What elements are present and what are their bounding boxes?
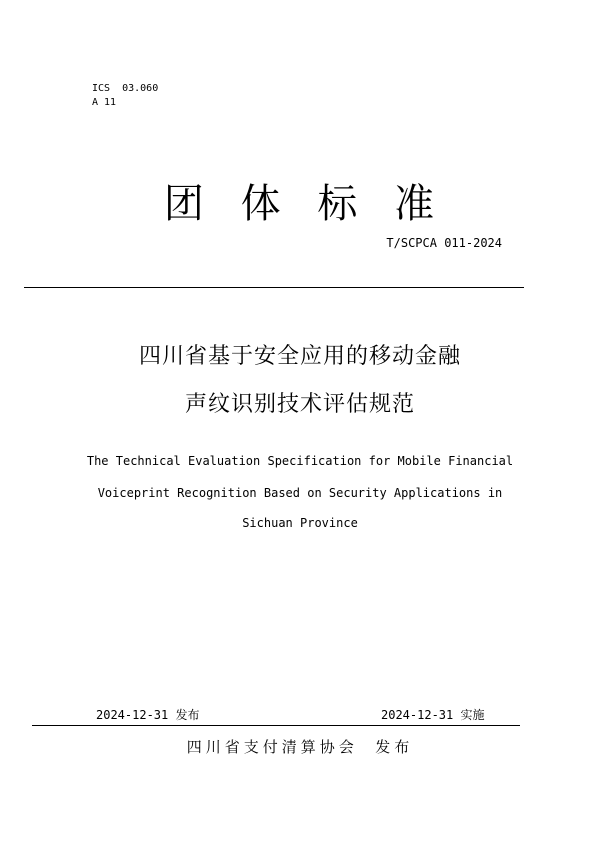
bottom-divider: [32, 725, 520, 726]
english-title-line-2: Voiceprint Recognition Based on Security Applications in: [97, 486, 503, 500]
ics-code: ICS 03.060: [92, 83, 159, 94]
classification-code: A 11: [92, 97, 117, 108]
standard-number: T/SCPCA 011-2024: [386, 236, 502, 250]
publisher-line: 四川省支付清算协会 发布: [186, 738, 414, 756]
chinese-title-line-2: 声纹识别技术评估规范: [184, 392, 415, 417]
standard-type-heading: 团 体 标 准: [163, 181, 447, 227]
english-title-line-3: Sichuan Province: [242, 516, 358, 530]
issue-date: 2024-12-31 发布: [96, 708, 200, 722]
top-divider: [24, 287, 524, 288]
implementation-date: 2024-12-31 实施: [381, 708, 485, 722]
chinese-title-line-1: 四川省基于安全应用的移动金融: [138, 344, 461, 369]
english-title-line-1: The Technical Evaluation Specification for Mobile Financial: [86, 454, 514, 468]
